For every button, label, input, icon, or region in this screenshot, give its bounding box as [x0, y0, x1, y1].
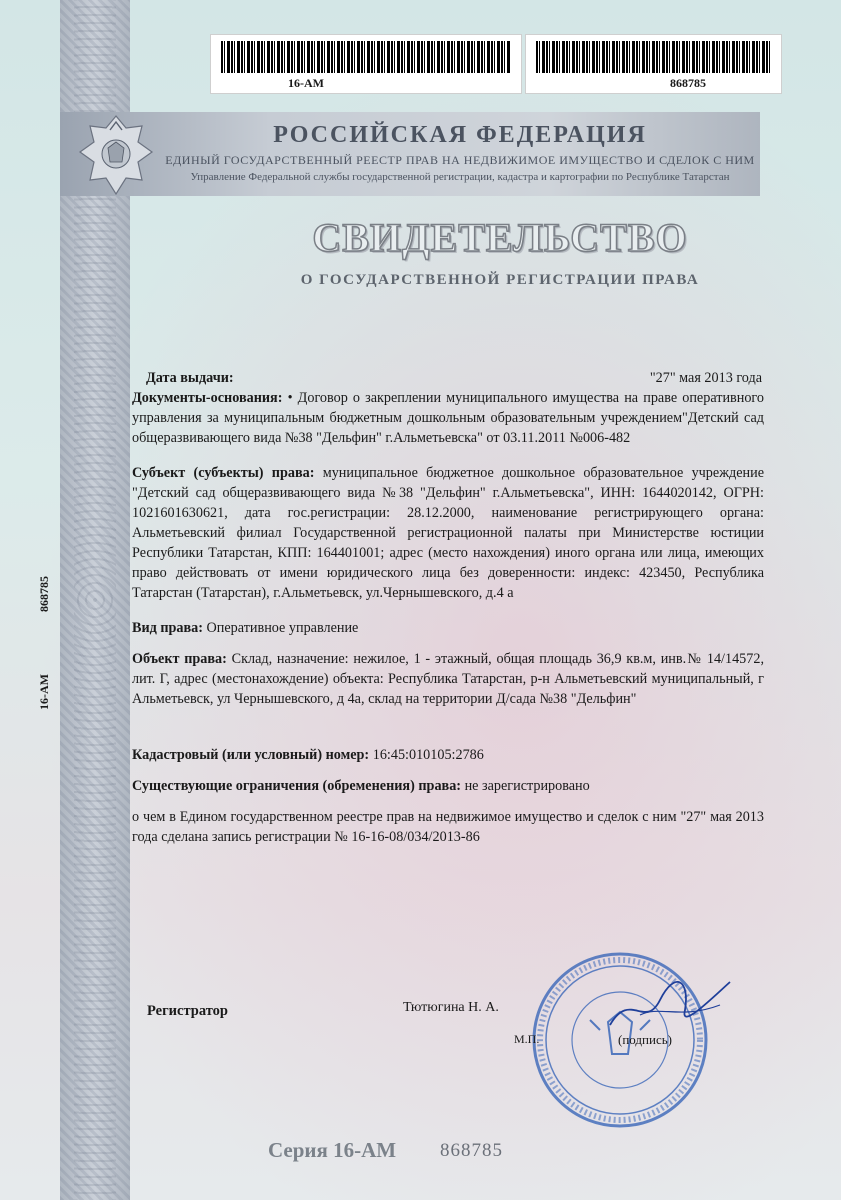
registrar-name: Тютюгина Н. А.: [403, 1000, 499, 1015]
object-of-right: [132, 649, 764, 709]
barcode-right: [525, 34, 782, 94]
barcode-left: [210, 34, 522, 94]
barcode-bars-right: [536, 41, 771, 73]
registrar-label: Регистратор: [147, 1003, 228, 1019]
right-type: [132, 618, 764, 638]
object-label: Объект права:: [132, 651, 227, 667]
restrictions-label: Существующие ограничения (обременения) права:: [132, 778, 462, 794]
subject-of-right: [132, 463, 764, 603]
side-series: 16-AM: [37, 674, 51, 710]
restrictions: [132, 776, 764, 796]
header-registry-line: ЕДИНЫЙ ГОСУДАРСТВЕННЫЙ РЕЕСТР ПРАВ НА НЕДВИЖИМОЕ ИМУЩЕСТВО И СДЕЛОК С НИМ: [165, 153, 755, 167]
issue-date-row: [132, 368, 764, 388]
coat-of-arms-emblem: [72, 108, 160, 200]
certificate-subtitle: О ГОСУДАРСТВЕННОЙ РЕГИСТРАЦИИ ПРАВА: [300, 272, 700, 288]
documents-value: • Договор о закреплении муниципального имущества на праве оперативного управления за муниципальным бюджетным дошкольным образовательным учреждением"Детский сад общеразвивающего вида №38 "Дельфин" г.Альметьевска" от 03.11.2011 №006-482: [132, 390, 764, 446]
side-number: 868785: [37, 576, 51, 612]
header-title: РОССИЙСКАЯ ФЕДЕРАЦИЯ: [273, 122, 647, 148]
stamp-place-label: М.П.: [514, 1032, 540, 1046]
cadastral-label: Кадастровый (или условный) номер:: [132, 747, 370, 763]
subject-value: муниципальное бюджетное дошкольное образовательное учреждение "Детский сад общеразвивающего вида №38 "Дельфин" г.Альметьевска", ИНН: 1644020142, ОГРН: 1021601630621, дата гос.регистрации: 28.12.2000, наименование регистрирующего органа: Альметьевский филиал Государственной регистрационной палаты при Министерстве юстиции Республики Татарстан, КПП: 164401001; адрес (место нахождения) иного органа или лица, имеющих право действовать от имени юридического лица без доверенности: индекс: 423450, Республика Татарстан (Татарстан), г.Альметьевск, ул.Чернышевского, д.4 а: [132, 465, 765, 601]
header-authority-line: Управление Федеральной службы государственной регистрации, кадастра и картографии по Республике Татарстан: [190, 171, 730, 183]
subject-label: Субъект (субъекты) права:: [132, 465, 315, 481]
certificate-body: [132, 368, 764, 847]
issue-date-value: "27" мая 2013 года: [649, 370, 762, 386]
registry-record: о чем в Едином государственном реестре прав на недвижимое имущество и сделок с ним "27" мая 2013 года сделана запись регистрации № 16-16-08/034/2013-86: [132, 809, 764, 845]
restrictions-value: не зарегистрировано: [464, 778, 590, 794]
right-type-label: Вид права:: [132, 620, 203, 636]
cadastral-number: [132, 745, 764, 765]
footer-series: Серия 16-АМ: [268, 1138, 397, 1162]
issue-date-label: Дата выдачи:: [146, 370, 234, 386]
barcode-left-code: 16-AM: [288, 76, 324, 90]
documents-label: Документы-основания:: [132, 390, 283, 406]
footer-series-number: 868785: [440, 1140, 503, 1161]
cadastral-value: 16:45:010105:2786: [372, 747, 484, 763]
barcode-bars-left: [221, 41, 511, 73]
right-type-value: Оперативное управление: [206, 620, 359, 636]
handwritten-signature: [600, 970, 740, 1040]
signature-label: (подпись): [618, 1032, 672, 1047]
object-value: Склад, назначение: нежилое, 1 - этажный, общая площадь 36,9 кв.м, инв.№ 14/14572, лит. Г, адрес (местонахождение) объекта: Республика Татарстан, р-н Альметьевский муниципальный, г Альметьевск, ул Чернышевского, д 4а, склад на территории Д/сада №38 "Дельфин": [132, 651, 764, 707]
certificate-title: СВИДЕТЕЛЬСТВО: [312, 215, 688, 260]
documents-basis: [132, 388, 764, 448]
barcode-right-code: 868785: [670, 76, 706, 90]
